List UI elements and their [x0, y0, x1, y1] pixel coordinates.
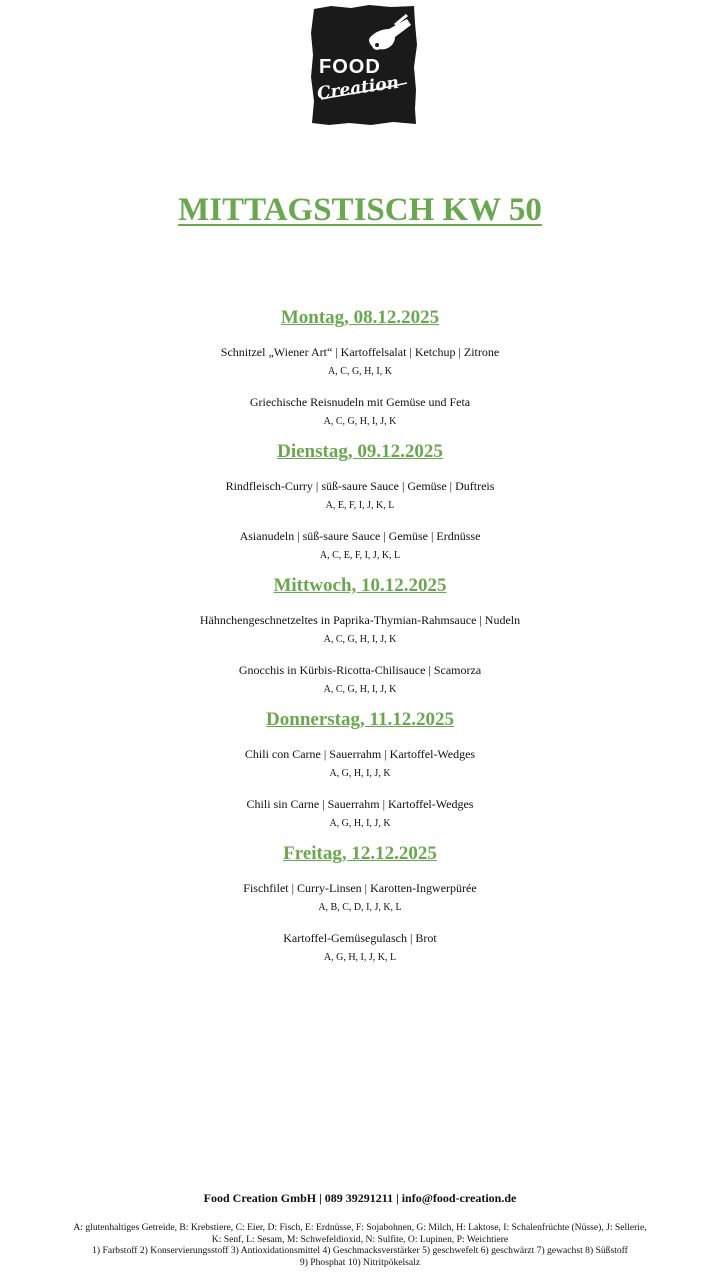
dish-name: Chili con Carne | Sauerrahm | Kartoffel-Wedges: [244, 747, 476, 761]
dish-name: Griechische Reisnudeln mit Gemüse und Feta: [249, 395, 471, 409]
dish-name: Rindfleisch-Curry | süß-saure Sauce | Gemüse | Duftreis: [225, 479, 495, 493]
logo-word-creation: Creation: [315, 72, 401, 105]
legend-line: 1) Farbstoff 2) Konservierungsstoff 3) Antioxidationsmittel 4) Geschmacksverstärker 5) geschwefelt 6) geschwärzt 7) gewachst 8) Süßstoff: [92, 1245, 628, 1256]
dish-name: Gnocchis in Kürbis-Ricotta-Chilisauce | Scamorza: [238, 663, 482, 677]
dish-item: [0, 524, 720, 562]
dish-item: [0, 876, 720, 914]
dish-item: [0, 926, 720, 964]
dish-allergens: A, B, C, D, I, J, K, L: [318, 902, 402, 913]
dish-item: [0, 390, 720, 428]
legend-line: 9) Phosphat 10) Nitritpökelsalz: [299, 1256, 421, 1268]
dish-item: [0, 792, 720, 830]
dish-allergens: A, C, G, H, I, J, K: [323, 416, 397, 427]
dish-name: Hähnchengeschnetzeltes in Paprika-Thymian-Rahmsauce | Nudeln: [199, 613, 521, 627]
legend-line: K: Senf, L: Sesam, M: Schwefeldioxid, N: Sulfite, O: Lupinen, P: Weichtiere: [211, 1233, 509, 1245]
page-title: MITTAGSTISCH KW 50: [178, 192, 542, 228]
menu-days: [0, 306, 720, 976]
dish-item: [0, 658, 720, 696]
legend-line: A: glutenhaltiges Getreide, B: Krebstiere, C: Eier, D: Fisch, E: Erdnüsse, F: Sojabohnen, G: Milch, H: Laktose, I: Schalenfrüchte (Nüsse), J: Sellerie,: [73, 1222, 647, 1233]
dish-item: [0, 474, 720, 512]
dish-allergens: A, G, H, I, J, K: [329, 768, 391, 779]
dish-allergens: A, G, H, I, J, K: [329, 818, 391, 829]
dish-allergens: A, G, H, I, J, K, L: [323, 952, 397, 963]
day-heading: Mittwoch, 10.12.2025: [273, 575, 447, 596]
dish-allergens: A, C, G, H, I, K: [328, 366, 392, 377]
dish-item: [0, 608, 720, 646]
dish-allergens: A, C, G, H, I, J, K: [323, 684, 397, 695]
dish-item: [0, 742, 720, 780]
dish-name: Fischfilet | Curry-Linsen | Karotten-Ingwerpürée: [243, 881, 477, 895]
day-heading: Donnerstag, 11.12.2025: [266, 709, 454, 730]
dish-name: Chili sin Carne | Sauerrahm | Kartoffel-Wedges: [246, 797, 474, 811]
day-heading: Freitag, 12.12.2025: [283, 843, 437, 864]
dish-name: Schnitzel „Wiener Art“ | Kartoffelsalat | Ketchup | Zitrone: [220, 345, 500, 359]
food-creation-logo: [311, 5, 417, 125]
allergen-legend: [10, 1222, 710, 1268]
day-heading: Montag, 08.12.2025: [280, 307, 440, 328]
dish-item: [0, 340, 720, 378]
dish-allergens: A, C, E, F, I, J, K, L: [319, 550, 401, 561]
day-heading: Dienstag, 09.12.2025: [277, 441, 443, 462]
footer-contact: Food Creation GmbH | 089 39291211 | info@food-creation.de: [203, 1191, 517, 1205]
dish-name: Asianudeln | süß-saure Sauce | Gemüse | Erdnüsse: [239, 529, 481, 543]
dish-allergens: A, C, G, H, I, J, K: [323, 634, 397, 645]
dish-allergens: A, E, F, I, J, K, L: [325, 500, 395, 511]
dish-name: Kartoffel-Gemüsegulasch | Brot: [283, 931, 437, 945]
logo-word-food: FOOD: [319, 56, 381, 78]
